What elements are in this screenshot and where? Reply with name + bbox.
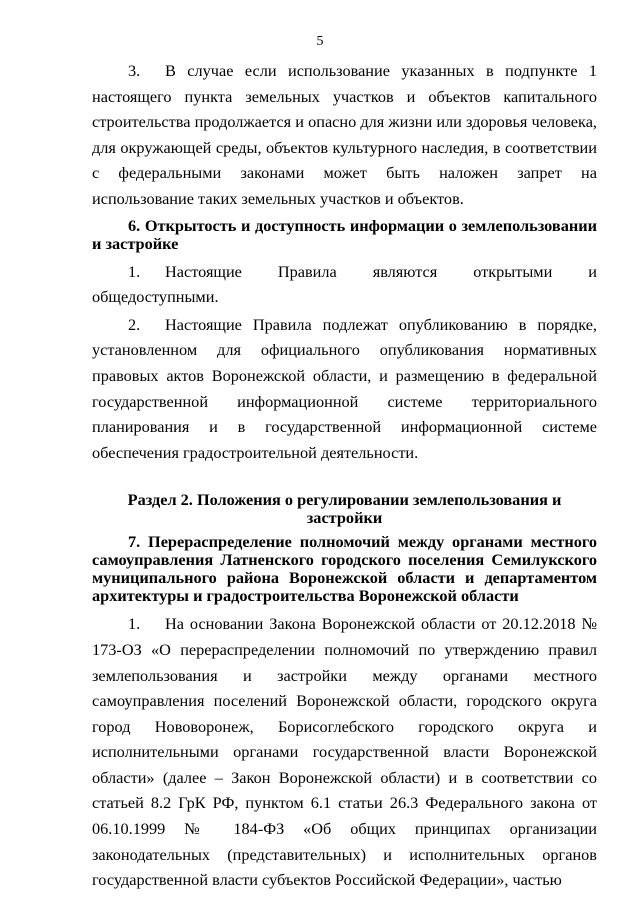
clause-number: 1. [128,261,141,281]
paragraph-clause-1 [92,259,597,310]
clause-number: 3. [128,61,141,80]
document-body [92,58,597,893]
clause-number: 2. [128,314,141,334]
paragraph-text: В случае если использование указанных в подпункте 1 настоящего пункта земельных участков и объектов капитального строительства продолжается и опасно для жизни или здоровья человека, для окружающей среды, объектов культурного наследия, в соответствии с федеральными законами может быть наложен запрет на использование таких земельных участков и объектов. [92,61,597,208]
paragraph-text: Настоящие Правила подлежат опубликованию в порядке, установленном для официального опубликования нормативных правовых актов Воронежской области, и размещению в федеральной государственной информационной системе территориального планирования и в государственной информационной системе обеспечения градостроительной деятельности. [92,314,597,462]
paragraph-text: На основании Закона Воронежской области от 20.12.2018 № 173-ОЗ «О перераспределении полномочий по утверждению правил землепользования и застройки между органами местного самоуправления поселений Воронежской области, городского округа город Нововоронеж, Борисоглебского городского округа и исполнительными органами государственной власти Воронежской области» (далее – Закон Воронежской области) и в соответствии со статьей 8.2 ГрК РФ, пунктом 6.1 статьи 26.3 Федерального закона от 06.10.1999 № 184-ФЗ «Об общих принципах организации законодательных (представительных) и исполнительных органов государственной власти субъектов Российской Федерации», частью [92,614,597,890]
heading-article-6: 6. Открытость и доступность информации о землепользовании и застройке [92,215,597,253]
paragraph-clause-2 [92,312,597,466]
paragraph-clause-3 [92,58,597,212]
paragraph-clause-1-law [92,611,597,893]
page-number: 5 [316,34,324,49]
clause-number: 1. [128,614,141,634]
heading-article-7: 7. Перераспределение полномочий между органами местного самоуправления Латненского городского поселения Семилукского муниципального района Воронежской области и департаментом архитектуры и градостроительства Воронежской области [92,532,597,606]
paragraph-text: Настоящие Правила являются открытыми и общедоступными. [92,261,597,307]
section-title: Раздел 2. Положения о регулировании землепользования и застройки [127,490,562,528]
